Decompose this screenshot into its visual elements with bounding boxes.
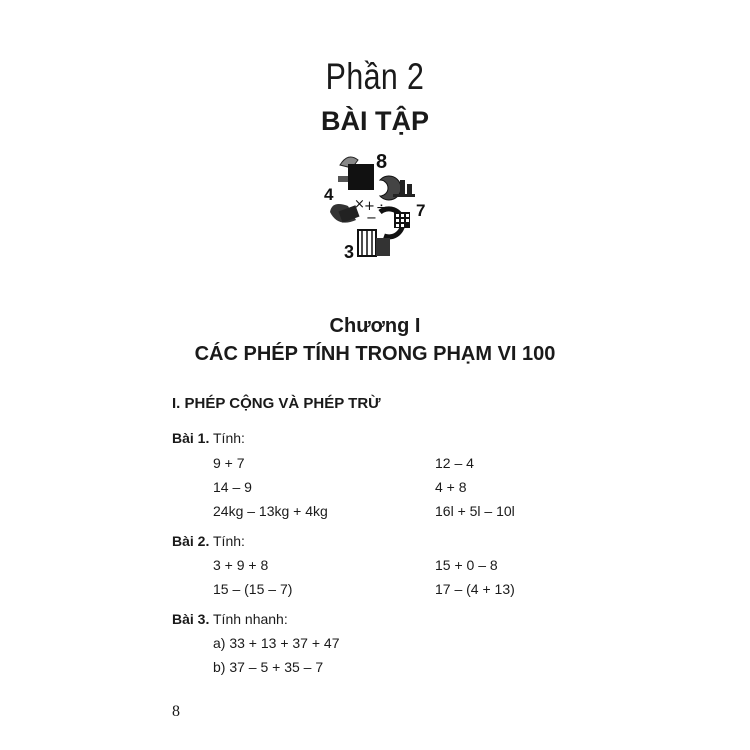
exercise-3-instruction: Tính nhanh: — [213, 611, 288, 627]
exercise-2-item: 15 – (15 – 7) — [213, 581, 293, 597]
exercise-1-instruction: Tính: — [213, 430, 245, 446]
exercise-3-item: a) 33 + 13 + 37 + 47 — [213, 635, 340, 651]
page-number: 8 — [172, 703, 180, 720]
exercise-2-label: Bài 2. — [172, 533, 210, 549]
exercise-1-item: 12 – 4 — [435, 455, 474, 471]
exercise-1-item: 16l + 5l – 10l — [435, 503, 515, 519]
emblem-number-8: 8 — [376, 151, 388, 173]
emblem-number-3: 3 — [344, 242, 355, 262]
times-icon: × — [354, 197, 365, 212]
exercise-2-item: 17 – (4 + 13) — [435, 581, 515, 597]
chapter-title: Chương I — [329, 315, 421, 337]
part-title: Phần 2 — [325, 56, 425, 97]
part-subtitle: BÀI TẬP — [321, 106, 429, 136]
math-emblem-illustration — [318, 150, 430, 268]
plus-icon: + — [364, 199, 375, 214]
exercise-3-heading — [172, 611, 288, 627]
exercise-1-heading — [172, 430, 245, 446]
chapter-subtitle: CÁC PHÉP TÍNH TRONG PHẠM VI 100 — [194, 343, 556, 365]
exercise-1-item: 14 – 9 — [213, 479, 252, 495]
exercise-1-label: Bài 1. — [172, 430, 210, 446]
exercise-3-label: Bài 3. — [172, 611, 210, 627]
exercise-1-item: 9 + 7 — [213, 455, 245, 471]
exercise-1-item: 24kg – 13kg + 4kg — [213, 503, 328, 519]
section-heading: I. PHÉP CỘNG VÀ PHÉP TRỪ — [172, 395, 381, 412]
exercise-2-heading — [172, 533, 245, 549]
exercise-1-item: 4 + 8 — [435, 479, 467, 495]
divide-icon: ÷ — [376, 201, 387, 216]
exercise-3-item: b) 37 – 5 + 35 – 7 — [213, 659, 324, 675]
emblem-number-7: 7 — [416, 201, 426, 220]
exercise-2-instruction: Tính: — [213, 533, 245, 549]
emblem-number-4: 4 — [324, 185, 334, 204]
minus-icon: − — [366, 211, 377, 226]
exercise-2-item: 15 + 0 – 8 — [435, 557, 498, 573]
exercise-2-item: 3 + 9 + 8 — [213, 557, 269, 573]
